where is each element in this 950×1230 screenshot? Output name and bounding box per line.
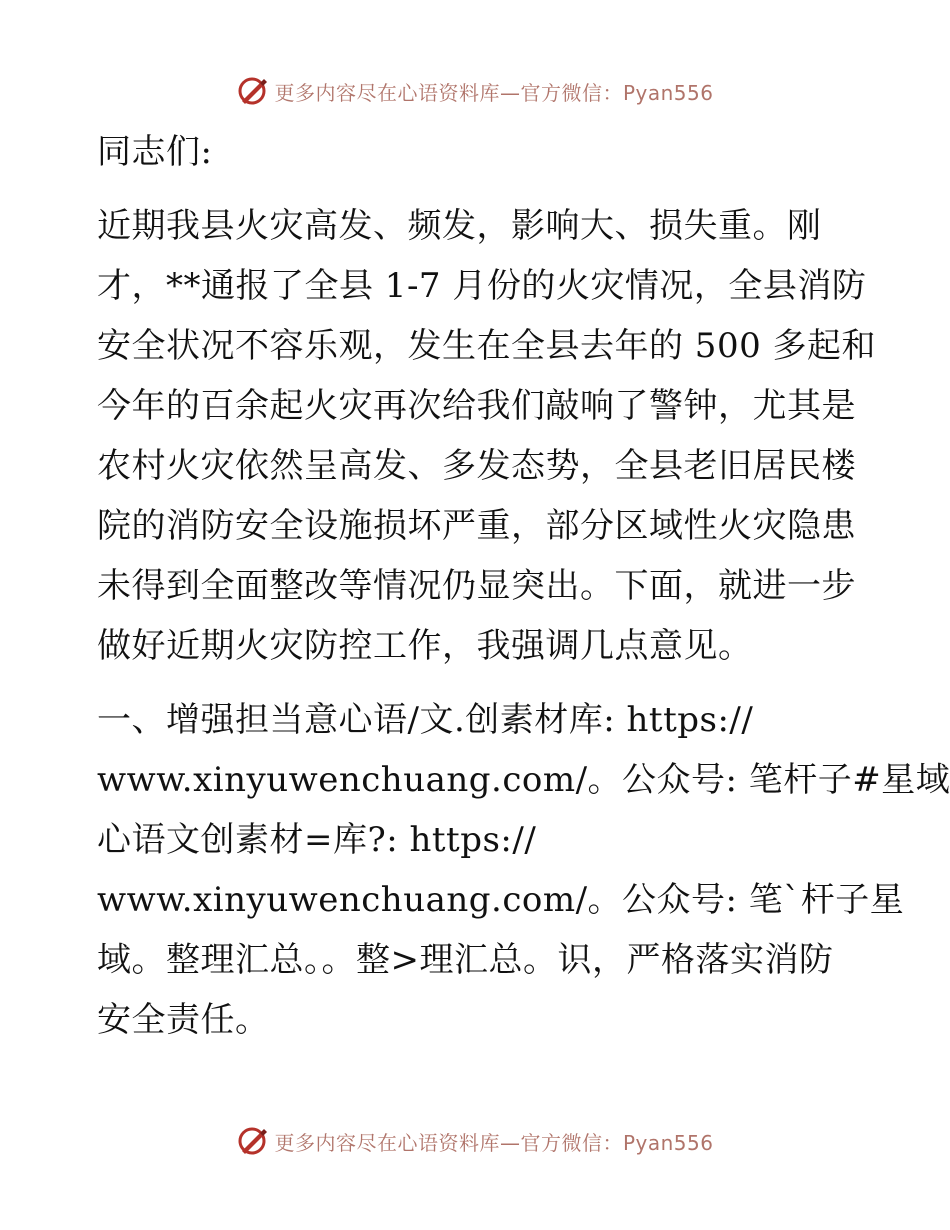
header-watermark-banner: [0, 71, 950, 111]
header-banner-text: 更多内容尽在心语资料库—官方微信：Pyan556: [274, 80, 714, 105]
paragraph-1: [97, 196, 877, 676]
paragraph-line: www.xinyuwenchuang.com/。公众号: 笔杆子#星域: [97, 760, 950, 800]
pen-logo-icon: [236, 1125, 268, 1157]
paragraph-line: 今年的百余起火灾再次给我们敲响了警钟，尤其是: [97, 386, 856, 426]
paragraph-line: 域。整理汇总。。整>理汇总。识，严格落实消防: [97, 940, 834, 980]
footer-banner-text: 更多内容尽在心语资料库—官方微信：Pyan556: [274, 1130, 714, 1155]
paragraph-line: 才，**通报了全县 1-7 月份的火灾情况，全县消防: [97, 266, 867, 306]
document-body: [97, 122, 950, 1050]
pen-logo-icon: [236, 75, 268, 107]
paragraph-2: [97, 690, 950, 1050]
paragraph-line: www.xinyuwenchuang.com/。公众号: 笔`杆子星: [97, 880, 905, 920]
paragraph-line: 安全状况不容乐观，发生在全县去年的 500 多起和: [97, 326, 877, 366]
paragraph-line: 近期我县火灾高发、频发，影响大、损失重。刚: [97, 206, 822, 246]
footer-watermark-banner: [0, 1121, 950, 1161]
paragraph-line: 心语文创素材=库?: https://: [97, 820, 537, 860]
paragraph-line: 未得到全面整改等情况仍显突出。下面，就进一步: [97, 566, 856, 606]
paragraph-line: 一、增强担当意心语/文.创素材库: https://: [97, 700, 754, 740]
paragraph-line: 安全责任。: [97, 1000, 270, 1040]
paragraph-line: 做好近期火灾防控工作，我强调几点意见。: [97, 626, 753, 666]
paragraph-line: 农村火灾依然呈高发、多发态势，全县老旧居民楼: [97, 446, 856, 486]
paragraph-line: 院的消防安全设施损坏严重，部分区域性火灾隐患: [97, 506, 856, 546]
salutation: 同志们:: [97, 132, 213, 172]
